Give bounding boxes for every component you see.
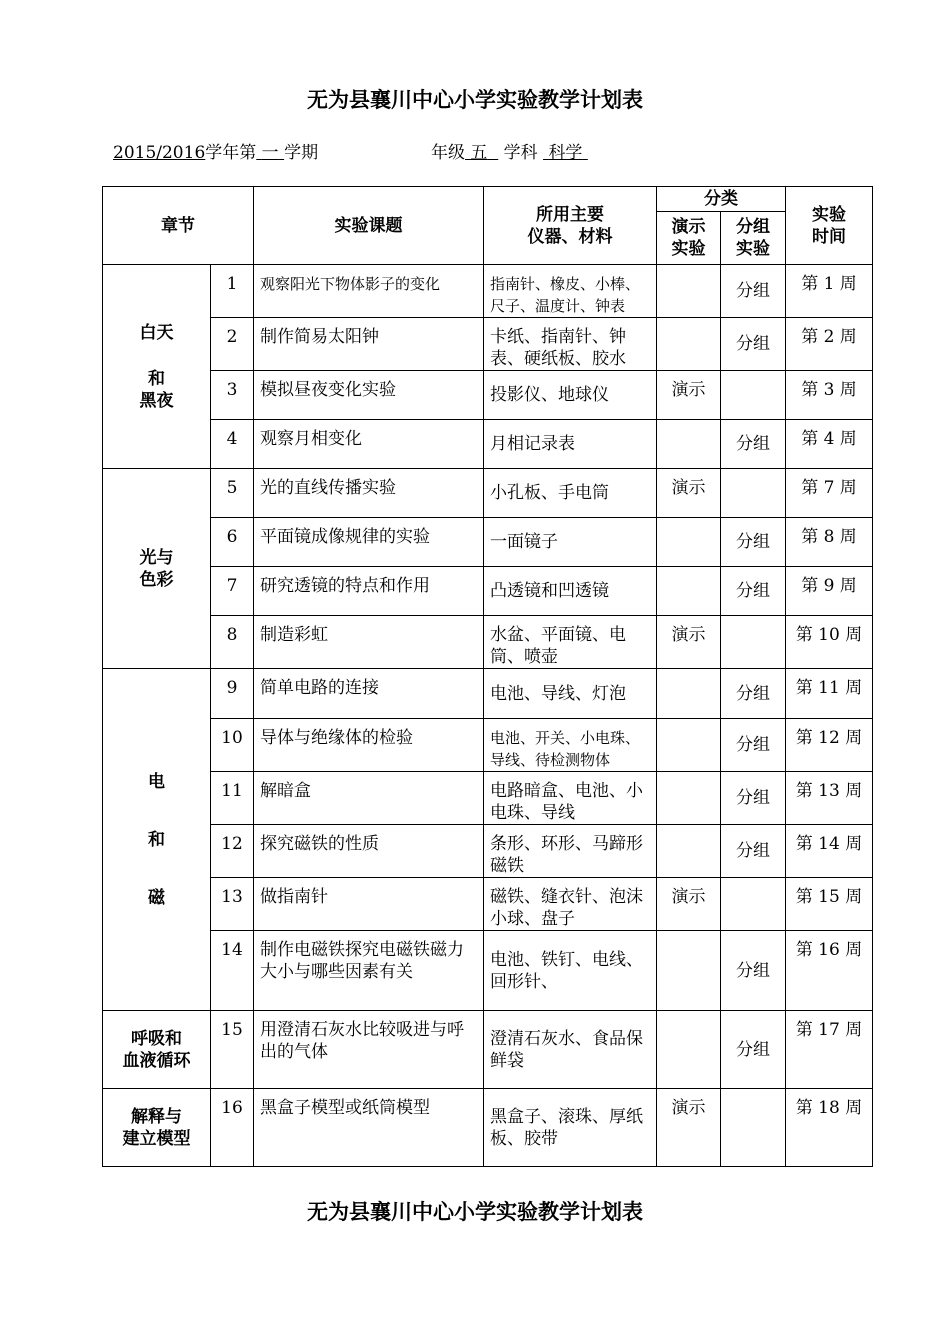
- demo-cell: 演示: [657, 469, 721, 518]
- chapter-line: 磁: [148, 887, 165, 908]
- week-cell: 第 1 周: [786, 265, 873, 318]
- grade-label: 年级: [431, 143, 465, 163]
- demo-cell: [657, 420, 721, 469]
- week-cell: 第 11 周: [786, 669, 873, 719]
- group-cell: 分组: [721, 420, 786, 469]
- materials-cell: 电池、导线、灯泡: [484, 669, 657, 719]
- week-cell: 第 3 周: [786, 371, 873, 420]
- term-suffix: 学期: [284, 143, 319, 163]
- demo-cell: [657, 825, 721, 878]
- term-value: 一: [261, 143, 279, 163]
- topic-cell: 探究磁铁的性质: [254, 825, 484, 878]
- topic-cell: 研究透镜的特点和作用: [254, 567, 484, 616]
- row-number: 2: [211, 318, 254, 371]
- row-number: 12: [211, 825, 254, 878]
- group-cell: 分组: [721, 669, 786, 719]
- materials-cell: 电池、开关、小电珠、导线、待检测物体: [484, 719, 657, 772]
- materials-cell: 一面镜子: [484, 518, 657, 567]
- group-cell: 分组: [721, 1011, 786, 1089]
- week-cell: 第 12 周: [786, 719, 873, 772]
- topic-cell: 导体与绝缘体的检验: [254, 719, 484, 772]
- chapter-line: 色彩: [139, 569, 174, 590]
- chapter-line: 电: [148, 771, 165, 792]
- group-cell: 分组: [721, 931, 786, 1011]
- group-cell: [721, 878, 786, 931]
- week-cell: 第 17 周: [786, 1011, 873, 1089]
- table-row: [103, 669, 873, 719]
- demo-cell: [657, 669, 721, 719]
- table-row: [103, 318, 873, 371]
- materials-cell: 指南针、橡皮、小棒、尺子、温度计、钟表: [484, 265, 657, 318]
- header-category: 分类: [657, 187, 786, 212]
- header-topic: 实验课题: [254, 187, 484, 265]
- demo-cell: [657, 265, 721, 318]
- demo-cell: 演示: [657, 616, 721, 669]
- experiment-plan-table: [102, 186, 873, 1167]
- header-demo: 演示 实验: [657, 212, 721, 265]
- materials-cell: 条形、环形、马蹄形磁铁: [484, 825, 657, 878]
- demo-cell: [657, 318, 721, 371]
- demo-cell: [657, 518, 721, 567]
- materials-cell: 电池、铁钉、电线、回形针、: [484, 931, 657, 1011]
- demo-cell: 演示: [657, 371, 721, 420]
- table-row: [103, 878, 873, 931]
- materials-cell: 投影仪、地球仪: [484, 371, 657, 420]
- table-row: [103, 518, 873, 567]
- group-cell: 分组: [721, 318, 786, 371]
- row-number: 15: [211, 1011, 254, 1089]
- demo-cell: [657, 1011, 721, 1089]
- chapter-cell: [103, 469, 211, 669]
- week-cell: 第 8 周: [786, 518, 873, 567]
- topic-cell: 制作电磁铁探究电磁铁磁力大小与哪些因素有关: [254, 931, 484, 1011]
- materials-cell: 水盆、平面镜、电筒、喷壶: [484, 616, 657, 669]
- row-number: 9: [211, 669, 254, 719]
- table-row: [103, 265, 873, 318]
- school-year: 2015/2016: [113, 143, 206, 163]
- group-cell: 分组: [721, 265, 786, 318]
- chapter-line: 和: [148, 829, 165, 850]
- week-cell: 第 14 周: [786, 825, 873, 878]
- materials-cell: 凸透镜和凹透镜: [484, 567, 657, 616]
- subject-label: 学科: [503, 143, 538, 163]
- row-number: 10: [211, 719, 254, 772]
- materials-cell: 小孔板、手电筒: [484, 469, 657, 518]
- materials-cell: 磁铁、缝衣针、泡沫小球、盘子: [484, 878, 657, 931]
- table-row: [103, 567, 873, 616]
- table-row: [103, 469, 873, 518]
- group-cell: 分组: [721, 825, 786, 878]
- topic-cell: 做指南针: [254, 878, 484, 931]
- week-cell: 第 7 周: [786, 469, 873, 518]
- group-cell: 分组: [721, 772, 786, 825]
- topic-cell: 观察月相变化: [254, 420, 484, 469]
- header-chapter: 章节: [103, 187, 254, 265]
- topic-cell: 黑盒子模型或纸筒模型: [254, 1089, 484, 1167]
- materials-cell: 澄清石灰水、食品保鲜袋: [484, 1011, 657, 1089]
- table-row: [103, 1089, 873, 1167]
- row-number: 5: [211, 469, 254, 518]
- chapter-cell: [103, 1011, 211, 1089]
- demo-cell: [657, 719, 721, 772]
- week-cell: 第 18 周: [786, 1089, 873, 1167]
- group-cell: [721, 469, 786, 518]
- materials-cell: 卡纸、指南针、钟表、硬纸板、胶水: [484, 318, 657, 371]
- chapter-line: 和: [148, 368, 165, 389]
- page-title-repeat: 无为县襄川中心小学实验教学计划表: [307, 1200, 643, 1224]
- row-number: 13: [211, 878, 254, 931]
- topic-cell: 平面镜成像规律的实验: [254, 518, 484, 567]
- topic-cell: 观察阳光下物体影子的变化: [254, 265, 484, 318]
- group-cell: 分组: [721, 719, 786, 772]
- group-cell: [721, 371, 786, 420]
- week-cell: 第 10 周: [786, 616, 873, 669]
- topic-cell: 光的直线传播实验: [254, 469, 484, 518]
- chapter-line: 白天: [139, 322, 174, 343]
- table-row: [103, 1011, 873, 1089]
- row-number: 11: [211, 772, 254, 825]
- week-cell: 第 13 周: [786, 772, 873, 825]
- header-time: 实验 时间: [786, 187, 873, 265]
- header-materials: 所用主要 仪器、材料: [484, 187, 657, 265]
- demo-cell: [657, 931, 721, 1011]
- topic-cell: 制造彩虹: [254, 616, 484, 669]
- table-row: [103, 772, 873, 825]
- grade-value: 五: [470, 143, 488, 163]
- table-row: [103, 931, 873, 1011]
- chapter-line: 血液循环: [122, 1050, 191, 1071]
- week-cell: 第 2 周: [786, 318, 873, 371]
- header-row: [103, 187, 873, 212]
- topic-cell: 模拟昼夜变化实验: [254, 371, 484, 420]
- materials-cell: 黑盒子、滚珠、厚纸板、胶带: [484, 1089, 657, 1167]
- chapter-cell: [103, 669, 211, 1011]
- chapter-cell: [103, 265, 211, 469]
- week-cell: 第 15 周: [786, 878, 873, 931]
- topic-cell: 解暗盒: [254, 772, 484, 825]
- topic-cell: 简单电路的连接: [254, 669, 484, 719]
- group-cell: [721, 616, 786, 669]
- chapter-line: 光与: [139, 547, 174, 568]
- grade-subject-line: [431, 138, 588, 163]
- chapter-cell: [103, 1089, 211, 1167]
- week-cell: 第 4 周: [786, 420, 873, 469]
- chapter-line: 解释与: [131, 1106, 182, 1127]
- table-row: [103, 420, 873, 469]
- group-cell: [721, 1089, 786, 1167]
- page-title: 无为县襄川中心小学实验教学计划表: [307, 88, 643, 112]
- row-number: 16: [211, 1089, 254, 1167]
- school-year-line: [113, 138, 318, 163]
- row-number: 4: [211, 420, 254, 469]
- group-cell: 分组: [721, 567, 786, 616]
- table-row: [103, 719, 873, 772]
- subject-value: 科学: [548, 143, 583, 163]
- chapter-line: 建立模型: [122, 1128, 191, 1149]
- row-number: 14: [211, 931, 254, 1011]
- table-row: [103, 616, 873, 669]
- week-cell: 第 16 周: [786, 931, 873, 1011]
- header-group: 分组 实验: [721, 212, 786, 265]
- table-row: [103, 371, 873, 420]
- demo-cell: 演示: [657, 1089, 721, 1167]
- topic-cell: 制作简易太阳钟: [254, 318, 484, 371]
- group-cell: 分组: [721, 518, 786, 567]
- topic-cell: 用澄清石灰水比较吸进与呼出的气体: [254, 1011, 484, 1089]
- materials-cell: 月相记录表: [484, 420, 657, 469]
- school-year-suffix: 学年第: [205, 143, 257, 163]
- chapter-line: 呼吸和: [131, 1028, 182, 1049]
- materials-cell: 电路暗盒、电池、小电珠、导线: [484, 772, 657, 825]
- demo-cell: [657, 772, 721, 825]
- row-number: 6: [211, 518, 254, 567]
- row-number: 8: [211, 616, 254, 669]
- row-number: 7: [211, 567, 254, 616]
- row-number: 3: [211, 371, 254, 420]
- table-row: [103, 825, 873, 878]
- demo-cell: [657, 567, 721, 616]
- week-cell: 第 9 周: [786, 567, 873, 616]
- row-number: 1: [211, 265, 254, 318]
- chapter-line: 黑夜: [139, 390, 174, 411]
- demo-cell: 演示: [657, 878, 721, 931]
